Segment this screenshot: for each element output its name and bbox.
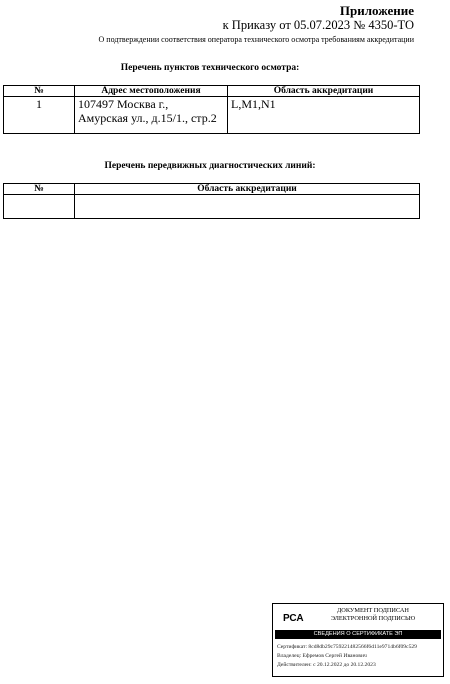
points-table (3, 85, 420, 134)
row-number (4, 195, 75, 219)
mobile-section-title: Перечень передвижных диагностических линий: (104, 161, 316, 171)
address-line: 107497 Москва г., (78, 97, 169, 111)
mobile-lines-table (3, 183, 420, 219)
row-number: 1 (4, 97, 75, 134)
order-reference: к Приказу от 05.07.2023 № 4350-ТО (222, 18, 414, 32)
row-address (75, 97, 228, 134)
appendix-title: Приложение (339, 3, 414, 18)
table-row (4, 97, 420, 134)
certificate-number: Сертификат: 8cd8db29c759221482566f6d11e9714b6f09c529 (277, 644, 417, 650)
column-header-number: № (4, 184, 75, 195)
row-scope: L,M1,N1 (228, 97, 420, 134)
rsa-logo: РСА (283, 613, 304, 624)
column-header-number: № (4, 86, 75, 97)
certificate-validity: Действителен: с 20.12.2022 до 20.12.2023 (277, 662, 376, 668)
mobile-table-header (4, 184, 420, 195)
certificate-info-band: СВЕДЕНИЯ О СЕРТИФИКАТЕ ЭП (275, 630, 441, 639)
row-scope (75, 195, 420, 219)
table-row (4, 195, 420, 219)
electronic-signature-stamp (272, 603, 444, 677)
stamp-heading-line: ЭЛЕКТРОННОЙ ПОДПИСЬЮ (330, 615, 416, 622)
points-table-header (4, 86, 420, 97)
column-header-scope: Область аккредитации (228, 86, 420, 97)
certificate-owner: Владелец: Ефремов Сергей Иванович (277, 653, 367, 659)
stamp-heading-line: ДОКУМЕНТ ПОДПИСАН (337, 607, 409, 614)
column-header-address: Адрес местоположения (75, 86, 228, 97)
address-line: Амурская ул., д.15/1., стр.2 (78, 111, 217, 125)
order-subject: О подтверждении соответствия оператора технического осмотра требованиям аккредитации (98, 35, 414, 44)
points-section-title: Перечень пунктов технического осмотра: (120, 63, 300, 73)
stamp-heading (313, 607, 433, 623)
column-header-scope: Область аккредитации (75, 184, 420, 195)
